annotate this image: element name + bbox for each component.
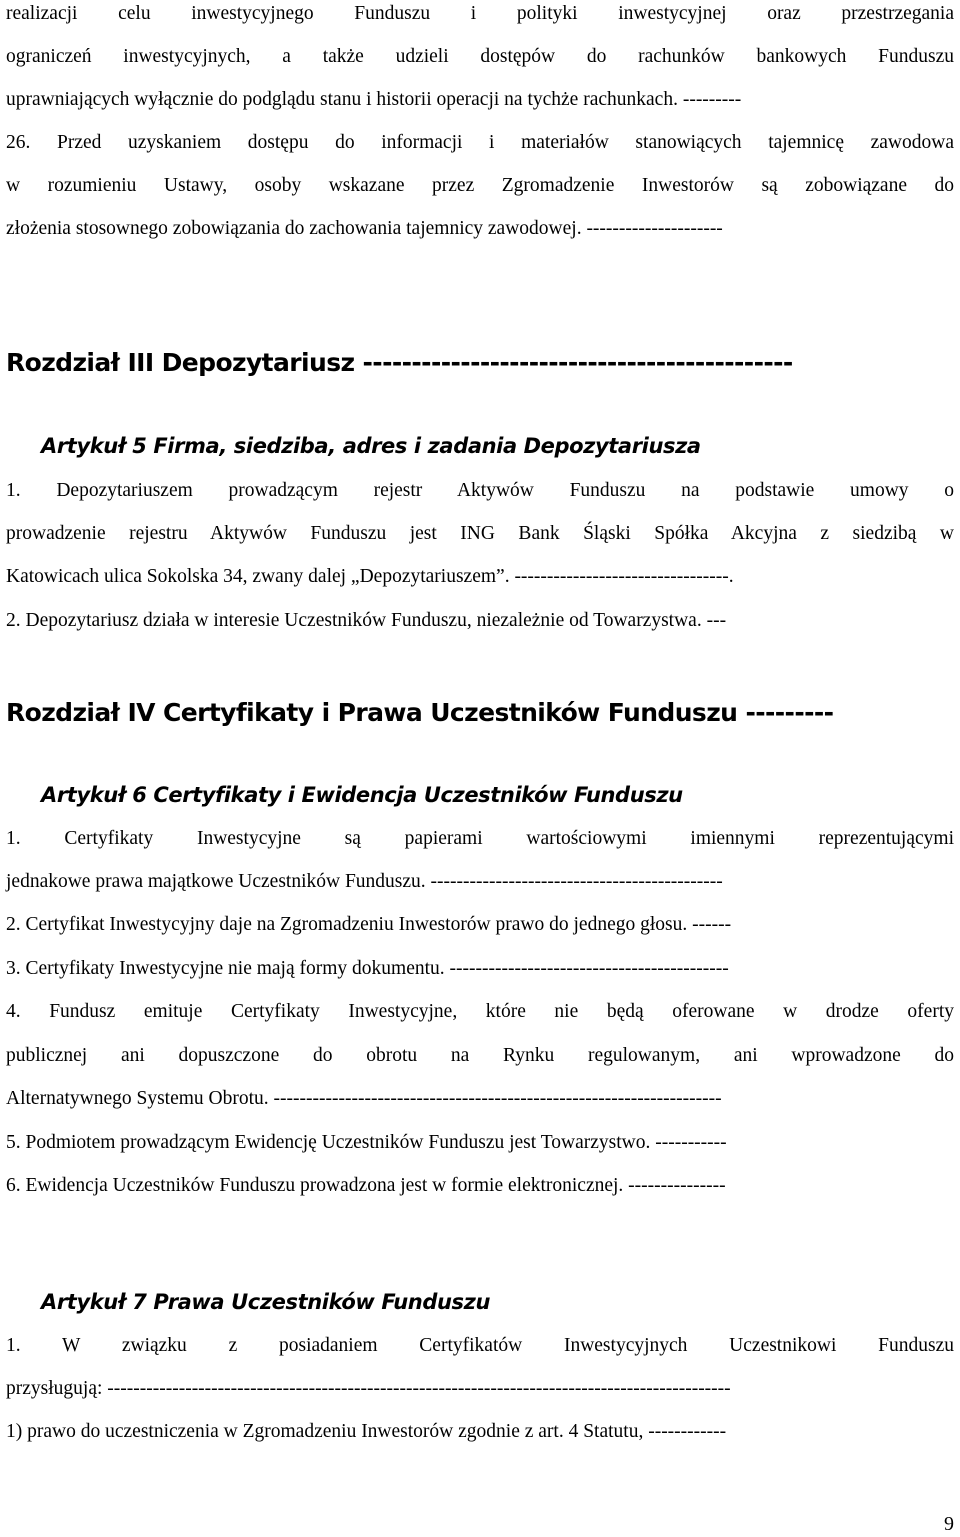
article-heading: Artykuł 5 Firma, siedziba, adres i zadania Depozytariusza: [41, 434, 701, 458]
paragraph-line: 1. Certyfikaty Inwestycyjne są papierami wartościowymi imiennymi reprezentującymi: [6, 828, 954, 849]
chapter-heading: Rozdział III Depozytariusz --------------------------------------------: [6, 348, 793, 377]
paragraph-line: jednakowe prawa majątkowe Uczestników Funduszu. ---------------------------------------------: [6, 871, 723, 892]
paragraph-line: 3. Certyfikaty Inwestycyjne nie mają formy dokumentu. -------------------------------------------: [6, 958, 729, 979]
paragraph-line: 1) prawo do uczestniczenia w Zgromadzeniu Inwestorów zgodnie z art. 4 Statutu, ------------: [6, 1421, 727, 1442]
paragraph-line: 5. Podmiotem prowadzącym Ewidencję Uczestników Funduszu jest Towarzystwo. -----------: [6, 1132, 727, 1153]
paragraph-line: Alternatywnego Systemu Obrotu. ---------------------------------------------------------------------: [6, 1088, 722, 1109]
chapter-heading: Rozdział IV Certyfikaty i Prawa Uczestników Funduszu ---------: [6, 698, 834, 727]
paragraph-line: realizacji celu inwestycyjnego Funduszu i polityki inwestycyjnej oraz przestrzegania: [6, 3, 954, 24]
paragraph-line: złożenia stosownego zobowiązania do zachowania tajemnicy zawodowej. ---------------------: [6, 218, 723, 239]
paragraph-line: 1. Depozytariuszem prowadzącym rejestr Aktywów Funduszu na podstawie umowy o: [6, 480, 954, 501]
article-heading: Artykuł 7 Prawa Uczestników Funduszu: [41, 1290, 491, 1314]
paragraph-line: Katowicach ulica Sokolska 34, zwany dalej „Depozytariuszem”. ---------------------------------.: [6, 566, 734, 587]
paragraph-line: w rozumieniu Ustawy, osoby wskazane przez Zgromadzenie Inwestorów są zobowiązane do: [6, 175, 954, 196]
paragraph-line: 6. Ewidencja Uczestników Funduszu prowadzona jest w formie elektronicznej. ---------------: [6, 1175, 726, 1196]
paragraph-line: przysługują: ------------------------------------------------------------------------------------------------: [6, 1378, 731, 1399]
paragraph-line: 26. Przed uzyskaniem dostępu do informacji i materiałów stanowiących tajemnicę zawodowa: [6, 132, 954, 153]
paragraph-line: publicznej ani dopuszczone do obrotu na Rynku regulowanym, ani wprowadzone do: [6, 1045, 954, 1066]
paragraph-line: 2. Depozytariusz działa w interesie Uczestników Funduszu, niezależnie od Towarzystwa. ---: [6, 610, 727, 631]
article-heading: Artykuł 6 Certyfikaty i Ewidencja Uczestników Funduszu: [41, 783, 683, 807]
paragraph-line: prowadzenie rejestru Aktywów Funduszu jest ING Bank Śląski Spółka Akcyjna z siedzibą w: [6, 523, 954, 544]
paragraph-line: ograniczeń inwestycyjnych, a także udzieli dostępów do rachunków bankowych Funduszu: [6, 46, 954, 67]
page-number: 9: [944, 1513, 954, 1535]
paragraph-line: 1. W związku z posiadaniem Certyfikatów Inwestycyjnych Uczestnikowi Funduszu: [6, 1335, 954, 1356]
paragraph-line: 4. Fundusz emituje Certyfikaty Inwestycyjne, które nie będą oferowane w drodze oferty: [6, 1001, 954, 1022]
paragraph-line: 2. Certyfikat Inwestycyjny daje na Zgromadzeniu Inwestorów prawo do jednego głosu. ------: [6, 914, 732, 935]
paragraph-line: uprawniających wyłącznie do podglądu stanu i historii operacji na tychże rachunkach. ---------: [6, 89, 742, 110]
